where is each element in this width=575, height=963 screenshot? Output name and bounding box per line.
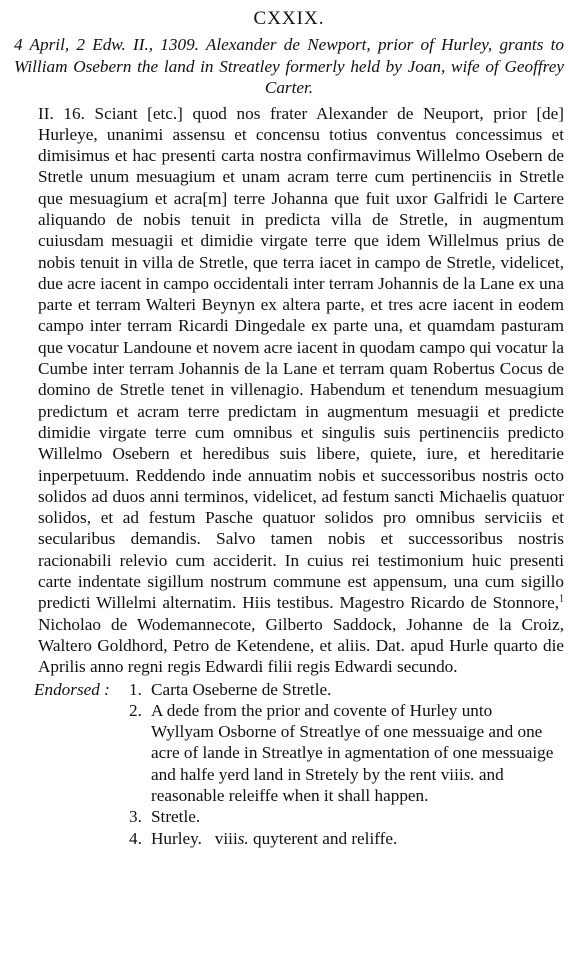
charter-number: CXXIX. xyxy=(253,8,325,29)
shilling-abbrev: s. xyxy=(463,764,475,784)
endorsement-number: 4. xyxy=(129,828,142,848)
endorsement-item-1 xyxy=(14,679,564,700)
endorsement-item-2 xyxy=(14,700,564,806)
endorsement-text: Hurley. viiis. quyterent and reliffe. xyxy=(151,828,398,848)
charter-body xyxy=(14,103,564,678)
footnote-mark: 1 xyxy=(559,593,564,605)
charter-text-part-2: Nicholao de Wodemannecote, Gilberto Saddock, Johanne de la Croiz, Waltero Goldhord, Petro de Ketendene, et aliis. Dat. apud Hurle quarto die Aprilis anno regni regis Edwardi filii regis Edwardi secundo. xyxy=(38,614,564,677)
endorsements xyxy=(14,679,564,849)
endorsement-text: A dede from the prior and covente of Hurley unto Wyllyam Osborne of Streatlye of one messuaige and one acre of lande in Streatlye in agmentation of one messuaige and halfe yerd land in Stretely by the rent viiis. and reasonable releiffe when it shall happen. xyxy=(151,700,554,805)
endorsement-item-3 xyxy=(14,806,564,827)
endorsement-number: 2. xyxy=(129,700,142,720)
charter-reference: II. 16. xyxy=(38,103,85,123)
endorsement-text: Stretle. xyxy=(151,807,201,827)
endorsement-item-4 xyxy=(14,828,564,849)
shilling-abbrev: s. xyxy=(237,828,249,848)
charter-page xyxy=(14,6,564,956)
endorsement-text: Carta Oseberne de Stretle. xyxy=(151,679,332,699)
charter-heading: 4 April, 2 Edw. II., 1309. Alexander de Newport, prior of Hurley, grants to William Osebern the land in Streatley formerly held by Joan, wife of Geoffrey Carter. xyxy=(14,35,564,97)
endorsement-number: 1. xyxy=(129,679,142,699)
charter-text-part-1: Sciant [etc.] quod nos frater Alexander de Neuport, prior [de] Hurleye, unanimi assensu et concensu totius conventus concessimus et dimisimus et hac presenti carta nostra confirmavimus Willelmo Osebern de Stretle unum mesuagium et unam acram terre cum pertinenciis in Stretle que mesuagium et acra[m] terre Johanna que fuit uxor Galfridi le Cartere aliquando de nobis tenuit in predicta villa de Stretle, in augmentum cuiusdam mesuagii et dimidie virgate terre que idem Willelmus prius de nobis tenuit in villa de Stretle, que terra iacet in campo de Stretle, videlicet, due acre iacent in campo occidentali inter terram Johannis de la Lane ex una parte et terram Walteri Beynyn ex altera parte, et tres acre iacent in eodem campo inter terram Ricardi Dingedale ex parte una, et quamdam pasturam que vocatur Landoune et novem acre iacent in quodam campo qui vocatur la Cumbe inter terram Johannis de la Lane et terram quam Robertus Cocus de domino de Stretle tenet in villenagio. Habendum et tenendum mesuagium predictum et acram terre predictam in augmentum mesuagii et predicte dimidie virgate terre cum omnibus et singulis suis pertinenciis predicto Willelmo Osebern et heredibus suis libere, quiete, iure, et hereditarie inperpetuum. Reddendo inde annuatim nobis et successoribus nostris octo solidos ad duos anni terminos, videlicet, ad festum sancti Michaelis quatuor solidos, et ad festum Pasche quatuor solidos pro omnibus serviciis et secularibus demandis. Salvo tamen nobis et successoribus nostris racionabili relevio cum acciderit. In cuius rei testimonium huic presenti carte indentate sigillum nostrum commune est appensum, una cum sigillo predicti Willelmi alternatim. Hiis testibus. Magestro Ricardo de Stonnore, xyxy=(38,103,564,613)
endorsed-label: Endorsed : xyxy=(34,679,110,699)
endorsement-number: 3. xyxy=(129,807,142,827)
